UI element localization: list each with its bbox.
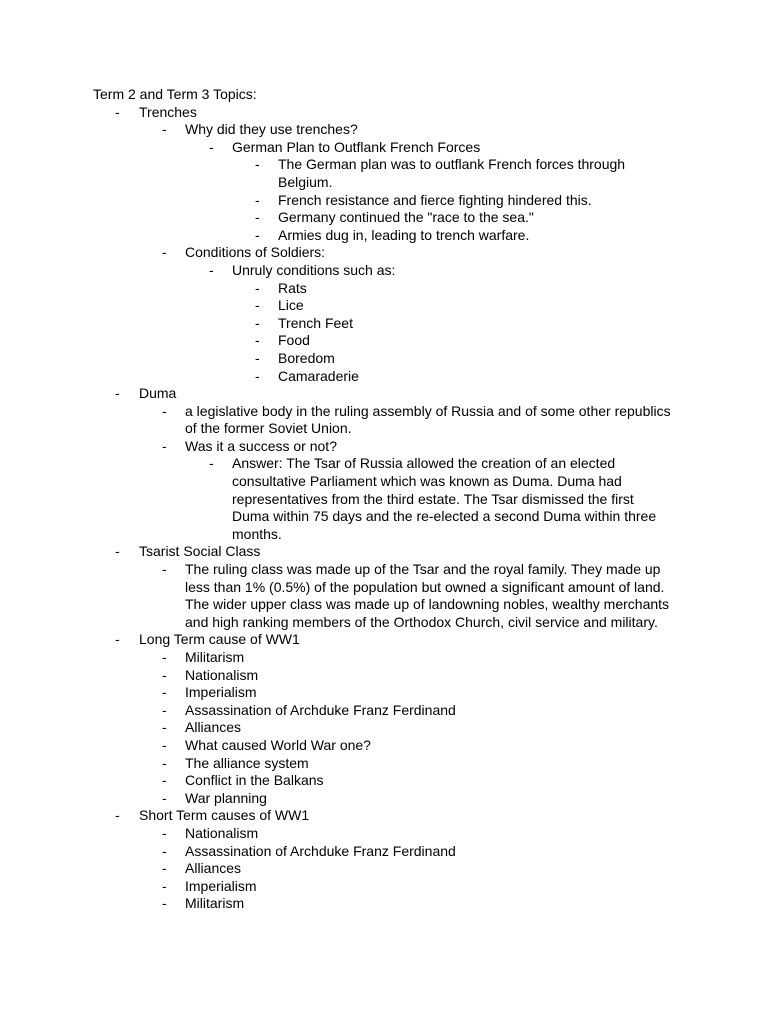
bullet-dash: - — [209, 455, 214, 472]
list-item-text: Assassination of Archduke Franz Ferdinand — [185, 701, 456, 718]
list-item — [0, 121, 768, 139]
list-item-text: Imperialism — [185, 877, 257, 894]
list-item-text: Assassination of Archduke Franz Ferdinand — [185, 842, 456, 859]
bullet-dash: - — [255, 314, 260, 331]
list-item-text: Trenches — [139, 103, 197, 120]
bullet-dash: - — [255, 297, 260, 314]
list-item-text: Imperialism — [185, 684, 257, 701]
list-item-text: Trench Feet — [278, 314, 353, 331]
list-item-text: The alliance system — [185, 754, 309, 771]
list-item — [0, 368, 768, 386]
bullet-dash: - — [255, 209, 260, 226]
list-item — [0, 737, 768, 755]
list-item-text: War planning — [185, 789, 267, 806]
list-item-text: a legislative body in the ruling assembly of Russia and of some other republics of the former Soviet Union. — [185, 402, 671, 437]
list-item — [0, 790, 768, 808]
list-item-text: Long Term cause of WW1 — [139, 631, 300, 648]
list-item-text: The ruling class was made up of the Tsar and the royal family. They made up less than 1% (0.5%) of the population but owned a significant amount of land. The wider upper class was made up of landowning nobles, wealthy merchants and high ranking members of the Orthodox Church, civil service and military. — [185, 561, 670, 630]
list-item-text: Conflict in the Balkans — [185, 772, 324, 789]
list-item — [0, 684, 768, 702]
list-item-text: Conditions of Soldiers: — [185, 244, 326, 261]
bullet-dash: - — [162, 666, 167, 683]
list-item — [0, 403, 768, 438]
bullet-dash: - — [255, 367, 260, 384]
list-item-text: French resistance and fierce fighting hindered this. — [278, 191, 592, 208]
bullet-dash: - — [162, 437, 167, 454]
bullet-dash: - — [162, 244, 167, 261]
bullet-dash: - — [162, 772, 167, 789]
list-item-text: Militarism — [185, 895, 245, 912]
list-item — [0, 156, 768, 191]
list-item — [0, 825, 768, 843]
bullet-dash: - — [255, 226, 260, 243]
list-item-text: What caused World War one? — [185, 736, 371, 753]
list-item — [0, 561, 768, 631]
outline-list — [0, 104, 768, 913]
list-item — [0, 280, 768, 298]
list-item-text: Food — [278, 332, 310, 349]
list-item — [0, 649, 768, 667]
list-item — [0, 543, 768, 561]
list-item-text: Duma — [139, 385, 177, 402]
list-item — [0, 244, 768, 262]
list-item — [0, 350, 768, 368]
bullet-dash: - — [162, 121, 167, 138]
list-item-text: Militarism — [185, 649, 245, 665]
bullet-dash: - — [162, 701, 167, 718]
list-item — [0, 631, 768, 649]
list-item — [0, 192, 768, 210]
list-item-text: Was it a success or not? — [185, 437, 337, 454]
list-item — [0, 667, 768, 685]
bullet-dash: - — [255, 332, 260, 349]
bullet-dash: - — [255, 156, 260, 173]
bullet-dash: - — [162, 736, 167, 753]
list-item-text: Alliances — [185, 860, 242, 877]
list-item — [0, 860, 768, 878]
list-item-text: Answer: The Tsar of Russia allowed the creation of an elected consultative Parliament which was known as Duma. Duma had representatives from the third estate. The Tsar dismissed the first Duma within 75 days and the re-elected a second Duma within three months. — [232, 455, 657, 542]
list-item-text: Nationalism — [185, 824, 259, 841]
list-item-text: Why did they use trenches? — [185, 121, 358, 138]
list-item — [0, 332, 768, 350]
bullet-dash: - — [162, 789, 167, 806]
list-item — [0, 702, 768, 720]
bullet-dash: - — [162, 684, 167, 701]
list-item-text: Short Term causes of WW1 — [139, 807, 310, 824]
list-item — [0, 843, 768, 861]
bullet-dash: - — [162, 402, 167, 419]
list-item-text: Unruly conditions such as: — [232, 261, 396, 278]
bullet-dash: - — [115, 103, 120, 120]
list-item-text: Rats — [278, 279, 307, 296]
list-item — [0, 807, 768, 825]
bullet-dash: - — [115, 385, 120, 402]
list-item-text: Armies dug in, leading to trench warfare. — [278, 226, 530, 243]
bullet-dash: - — [162, 895, 167, 912]
bullet-dash: - — [255, 191, 260, 208]
list-item-text: Germany continued the "race to the sea." — [278, 209, 534, 226]
list-item — [0, 772, 768, 790]
list-item — [0, 455, 768, 543]
bullet-dash: - — [162, 877, 167, 894]
bullet-dash: - — [209, 138, 214, 155]
list-item-text: Boredom — [278, 349, 335, 366]
bullet-dash: - — [162, 824, 167, 841]
list-item-text: Tsarist Social Class — [139, 543, 261, 560]
document-title: Term 2 and Term 3 Topics: — [93, 86, 257, 102]
bullet-dash: - — [115, 543, 120, 560]
bullet-dash: - — [255, 349, 260, 366]
list-item — [0, 209, 768, 227]
list-item — [0, 139, 768, 157]
list-item — [0, 315, 768, 333]
list-item — [0, 755, 768, 773]
bullet-dash: - — [115, 631, 120, 648]
list-item — [0, 297, 768, 315]
list-item — [0, 262, 768, 280]
list-item — [0, 385, 768, 403]
bullet-dash: - — [162, 754, 167, 771]
bullet-dash: - — [115, 807, 120, 824]
list-item — [0, 719, 768, 737]
list-item-text: German Plan to Outflank French Forces — [232, 138, 481, 155]
list-item — [0, 438, 768, 456]
list-item-text: Lice — [278, 297, 304, 314]
bullet-dash: - — [162, 719, 167, 736]
list-item-text: Alliances — [185, 719, 242, 736]
list-item — [0, 895, 768, 913]
bullet-dash: - — [162, 561, 167, 578]
list-item-text: Nationalism — [185, 666, 259, 683]
list-item — [0, 227, 768, 245]
bullet-dash: - — [162, 649, 167, 665]
bullet-dash: - — [209, 261, 214, 278]
bullet-dash: - — [162, 842, 167, 859]
list-item-text: Camaraderie — [278, 367, 359, 384]
list-item — [0, 104, 768, 122]
list-item — [0, 878, 768, 896]
bullet-dash: - — [162, 860, 167, 877]
bullet-dash: - — [255, 279, 260, 296]
list-item-text: The German plan was to outflank French forces through Belgium. — [278, 156, 626, 190]
